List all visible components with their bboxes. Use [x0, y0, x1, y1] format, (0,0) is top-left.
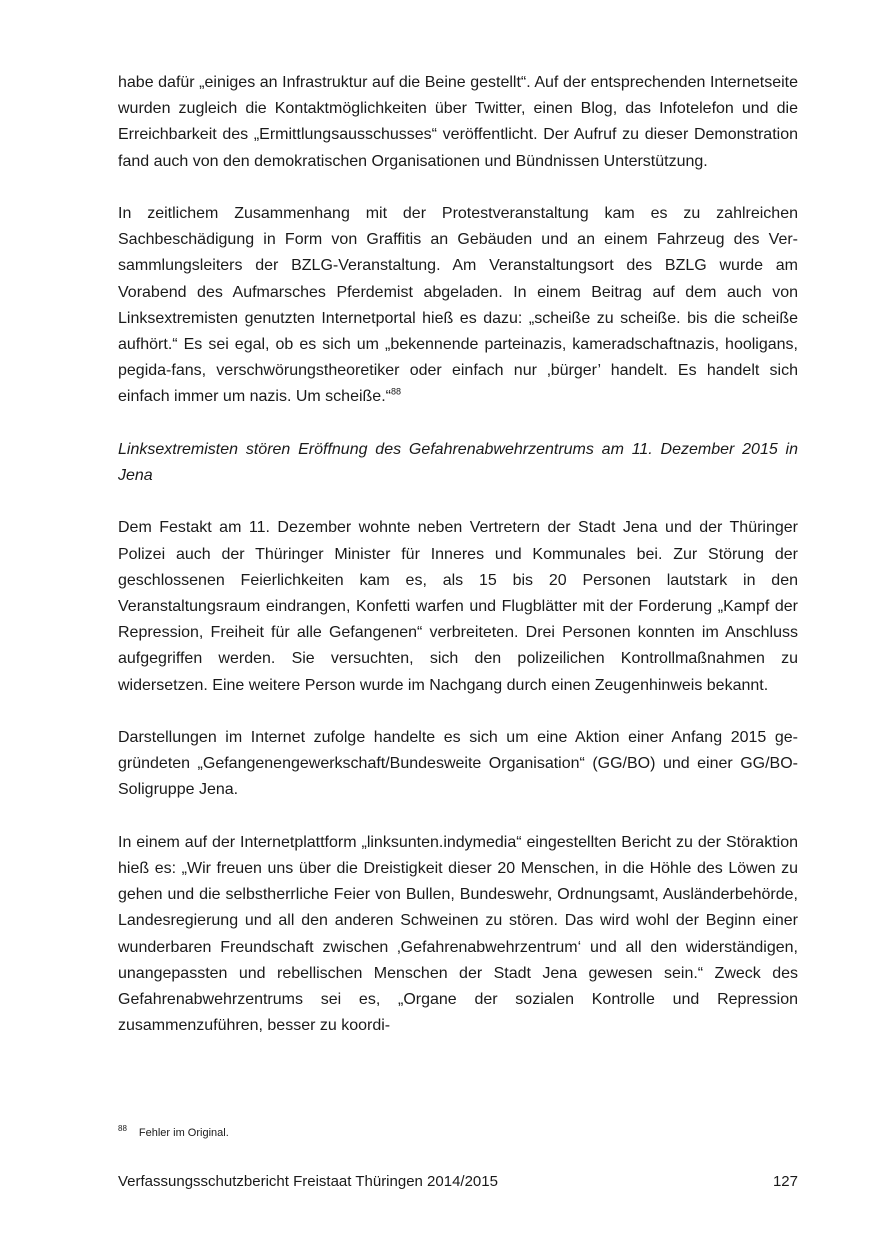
paragraph-3: Dem Festakt am 11. Dezember wohnte neben Vertretern der Stadt Jena und der Thüringer Polizei auch der Thüringer Minister für Inneres und Kommunales bei. Zur Störung der geschlossenen Feierlichkeiten kam es, als 15 bis 20 Personen lautstark in den Veranstaltungsraum eindrangen, Konfetti warfen und Flugblätter mit der Forderung „Kampf der Repression, Freiheit für alle Gefangenen“ verbreiteten. Drei Personen konnten im Anschluss aufgegriffen werden. Sie versuchten, sich den polizeilichen Kontrollmaßnahmen zu widersetzen. Eine weitere Person wurde im Nachgang durch einen Zeugenhinweis bekannt.	[118, 519, 798, 694]
paragraph-2-text: In zeitlichem Zusammenhang mit der Protestveranstaltung kam es zu zahlreichen Sachbeschädigung in Form von Graffitis an Gebäuden und an einem Fahrzeug des Versammlungsleiters der BZLG-Veranstaltung. Am Veranstaltungsort des BZLG wurde am Vorabend des Aufmarsches Pferdemist abgeladen. In einem Beitrag auf dem auch von Linksextremisten genutzten Internetportal hieß es dazu: „scheiße zu scheiße. bis die scheiße aufhört.“ Es sei egal, ob es sich um „bekennende parteinazis, kameradschaftnazis, hooligans, pegida-fans, verschwörungstheoretiker oder einfach nur ‚bürger’ handelt. Es handelt sich einfach immer um nazis. Um scheiße.“	[118, 205, 798, 406]
page-number: 127	[772, 1173, 798, 1190]
footnote	[118, 1126, 798, 1140]
paragraph-5: In einem auf der Internetplattform „linksunten.indymedia“ eingestellten Bericht zu der Störaktion hieß es: „Wir freuen uns über die Dreistigkeit dieser 20 Menschen, in die Höhle des Löwen zu gehen und die selbstherrliche Feier von Bullen, Bundeswehr, Ordnungsamt, Ausländerbehörde, Landesregierung und all den anderen Schweinen zu stören. Das wird wohl der Beginn einer wunderbaren Freundschaft zwischen ‚Gefahrenabwehrzentrum‘ und all den widerständigen, unangepassten und rebellischen Menschen der Stadt Jena gewesen sein.“ Zweck des Gefahrenabwehrzentrums sei es, „Organe der sozialen Kontrolle und Repression zusammenzuführen, besser zu koordi-	[118, 833, 798, 1035]
footnote-number: 88	[118, 1124, 127, 1134]
footnote-text: Fehler im Original.	[138, 1127, 229, 1139]
footnote-reference: 88	[390, 387, 401, 398]
page-footer	[118, 1172, 798, 1192]
footer-title: Verfassungsschutzbericht Freistaat Thüringen 2014/2015	[118, 1173, 498, 1190]
section-heading: Linksextremisten stören Eröffnung des Gefahrenabwehrzentrums am 11. Dezember 2015 in Jena	[118, 440, 798, 485]
paragraph-2	[118, 201, 798, 411]
page-body	[118, 70, 798, 1066]
paragraph-1: habe dafür „einiges an Infrastruktur auf die Beine gestellt“. Auf der entsprechenden Internetseite wurden zugleich die Kontaktmöglichkeiten über Twitter, einen Blog, das Infotelefon und die Erreichbarkeit des „Ermittlungsausschusses“ veröffentlicht. Der Aufruf zu dieser Demonstration fand auch von den demokratischen Organisationen und Bündnissen Unterstützung.	[118, 74, 798, 170]
paragraph-4: Darstellungen im Internet zufolge handelte es sich um eine Aktion einer Anfang 2015 ge-gründeten „Gefangenengewerkschaft/Bundesweite Organisation“ (GG/BO) und einer GG/BO-Soligruppe Jena.	[118, 729, 798, 799]
